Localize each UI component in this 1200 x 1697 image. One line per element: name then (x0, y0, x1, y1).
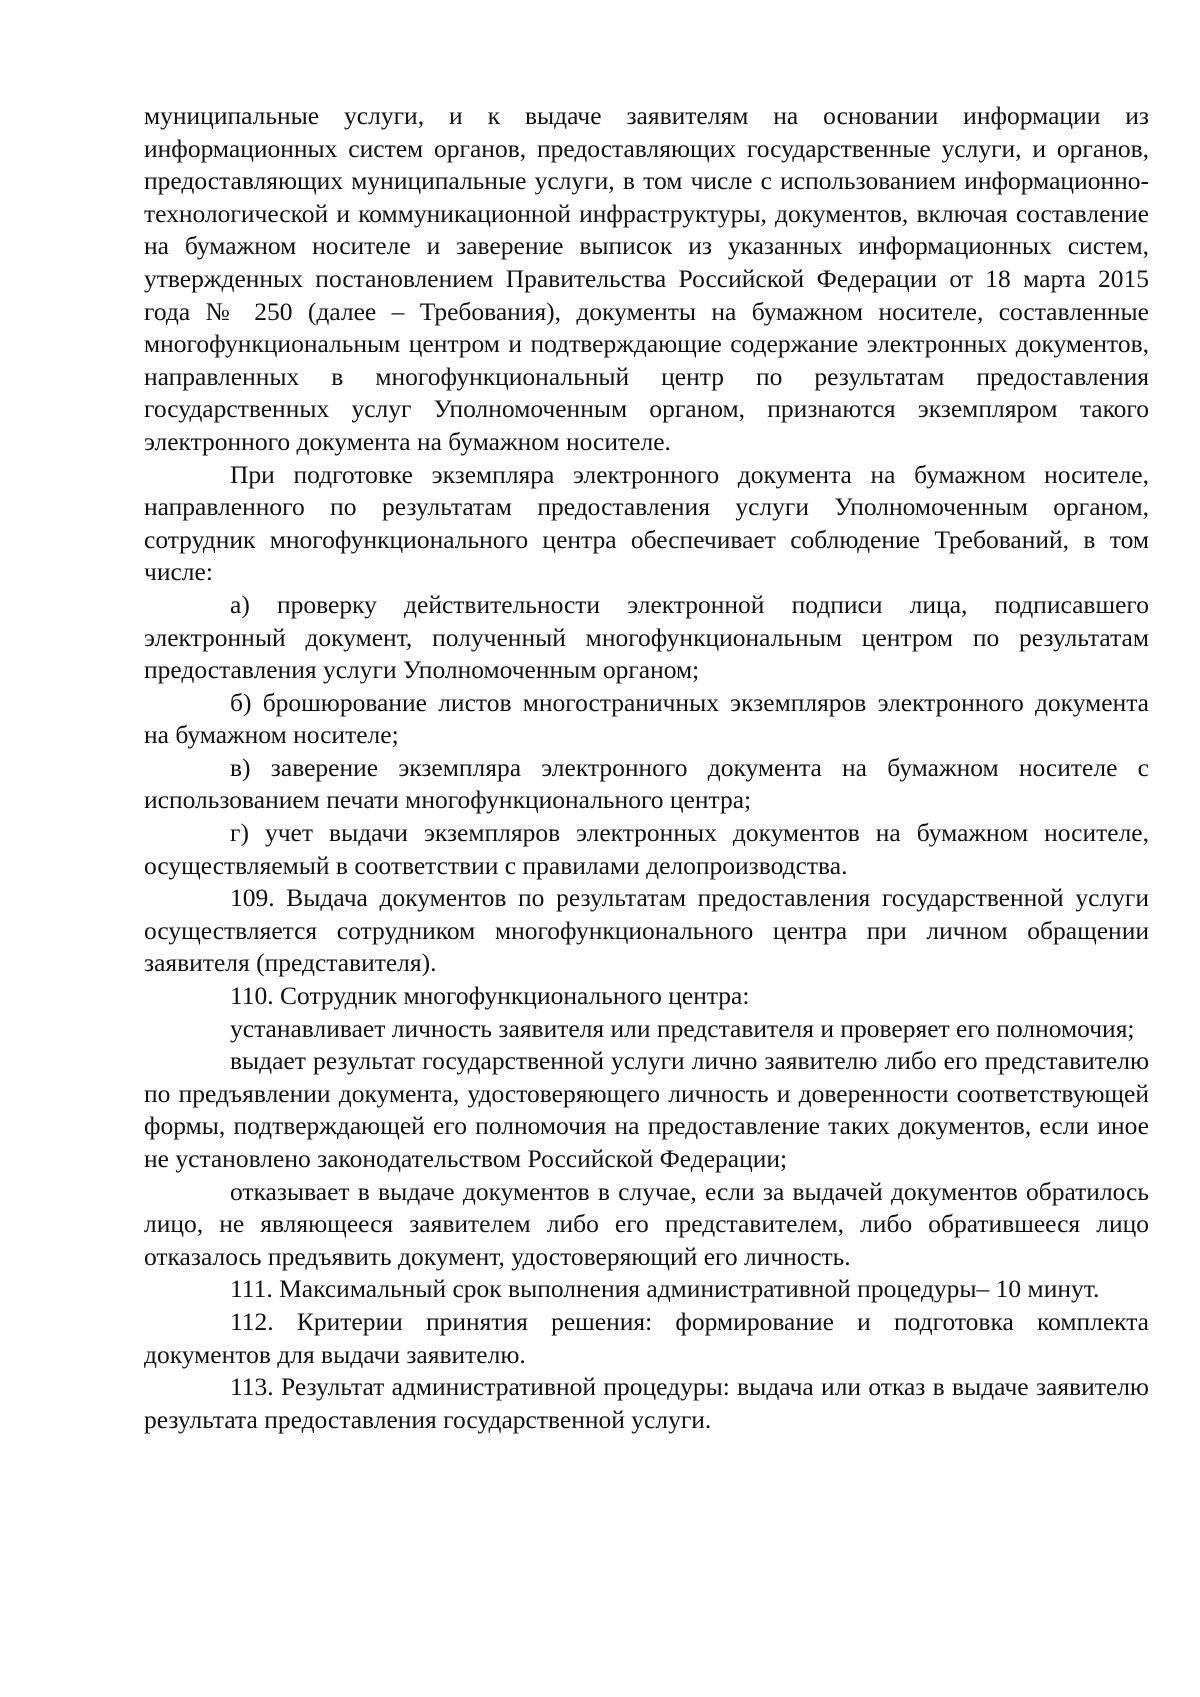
paragraph-113: 113. Результат административной процедуры: выдача или отказ в выдаче заявителю результата предоставления государственной услуги. (144, 1372, 1149, 1434)
paragraph-item-a: а) проверку действительности электронной подписи лица, подписавшего электронный документ, полученный многофункциональным центром по результатам предоставления услуги Уполномоченным органом; (144, 589, 1149, 685)
paragraph-preparation: При подготовке экземпляра электронного документа на бумажном носителе, направленного по результатам предоставления услуги Уполномоченным органом, сотрудник многофункционального центра обеспечивает соблюдение Требований, в том числе: (144, 459, 1149, 587)
paragraph-110-refuse: отказывает в выдаче документов в случае, если за выдачей документов обратилось лицо, не являющееся заявителем либо его представителем, либо обратившееся лицо отказалось предъявить документ, удостоверяющий его личность. (144, 1176, 1149, 1271)
paragraph-110: 110. Сотрудник многофункционального центра: (230, 981, 750, 1011)
paragraph-110-identity: устанавливает личность заявителя или представителя и проверяет его полномочия; (230, 1013, 1135, 1043)
paragraph-continuation: муниципальные услуги, и к выдаче заявителям на основании информации из информационных систем органов, предоставляющих государственные услуги, и органов, предоставляющих муниципальные услуги, в том числе с использованием информационно-технологической и коммуникационной инфраструктуры, документов, включая составление на бумажном носителе и заверение выписок из указанных информационных систем, утвержденных постановлением Правительства Российской Федерации от 18 марта 2015 года № 250 (далее – Требования), документы на бумажном носителе, составленные многофункциональным центром и подтверждающие содержание электронных документов, направленных в многофункциональный центр по результатам предоставления государственных услуг Уполномоченным органом, признаются экземпляром такого электронного документа на бумажном носителе. (144, 101, 1149, 456)
paragraph-111: 111. Максимальный срок выполнения административной процедуры– 10 минут. (230, 1274, 1100, 1304)
paragraph-item-g: г) учет выдачи экземпляров электронных документов на бумажном носителе, осуществляемый в соответствии с правилами делопроизводства. (144, 818, 1149, 880)
paragraph-110-issue: выдает результат государственной услуги лично заявителю либо его представителю по предъявлении документа, удостоверяющего личность и доверенности соответствующей формы, подтверждающей его полномочия на предоставление таких документов, если иное не установлено законодательством Российской Федерации; (144, 1046, 1149, 1173)
document-body (144, 100, 1149, 1436)
paragraph-109: 109. Выдача документов по результатам предоставления государственной услуги осуществляется сотрудником многофункционального центра при личном обращении заявителя (представителя). (144, 883, 1149, 978)
paragraph-item-v: в) заверение экземпляра электронного документа на бумажном носителе с использованием печати многофункционального центра; (144, 752, 1149, 815)
paragraph-item-b: б) брошюрование листов многостраничных экземпляров электронного документа на бумажном носителе; (144, 687, 1149, 750)
paragraph-112: 112. Критерии принятия решения: формирование и подготовка комплекта документов для выдачи заявителю. (144, 1306, 1149, 1369)
